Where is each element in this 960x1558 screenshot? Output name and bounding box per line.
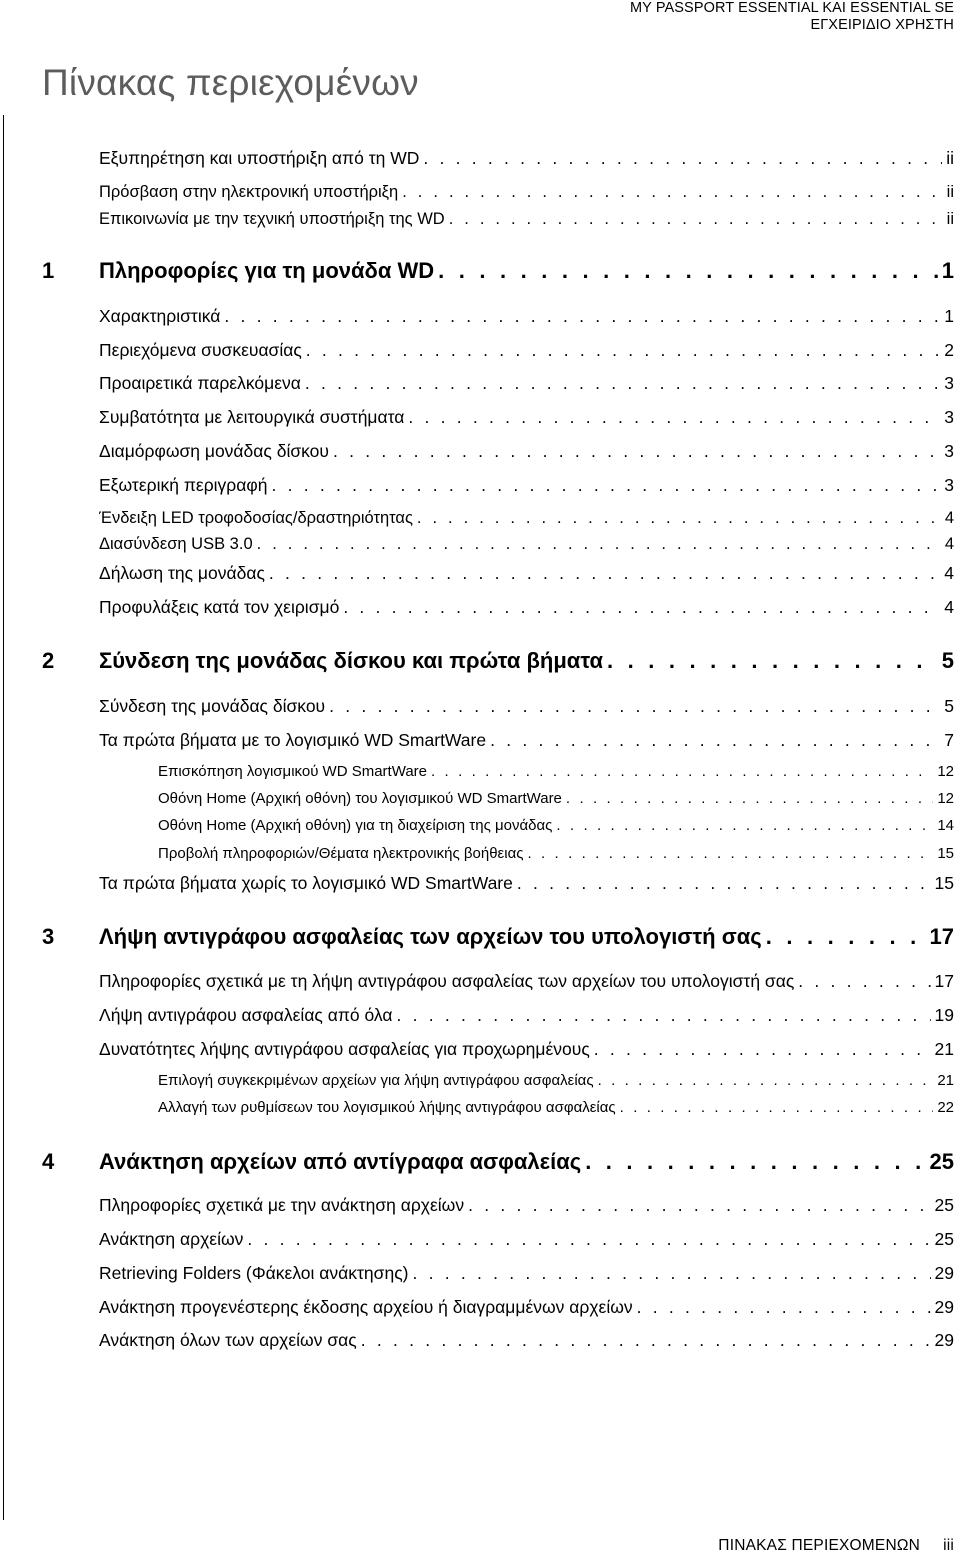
toc-subentry[interactable]: Διασύνδεση USB 3.0 . . . 4 <box>99 535 954 554</box>
toc-entry[interactable]: Ανάκτηση αρχείων . . . 25 <box>99 1229 954 1250</box>
toc-subentry[interactable]: Επισκόπηση λογισμικού WD SmartWare . . . 12 <box>158 763 954 780</box>
toc-chapter-3[interactable]: 3 Λήψη αντιγράφου ασφαλείας των αρχείων του υπολογιστή σας . . . 17 <box>99 924 954 950</box>
toc-entry[interactable]: Πληροφορίες σχετικά με τη λήψη αντιγράφου ασφαλείας των αρχείων του υπολογιστή σας . . . 17 <box>99 971 954 992</box>
toc-entry[interactable]: Λήψη αντιγράφου ασφαλείας από όλα . . . 19 <box>99 1005 954 1026</box>
toc-subentry[interactable]: Ένδειξη LED τροφοδοσίας/δραστηριότητας . . . 4 <box>99 509 954 528</box>
toc-entry[interactable]: Προαιρετικά παρελκόμενα . . . 3 <box>99 373 954 394</box>
toc-entry[interactable]: Ανάκτηση προγενέστερης έκδοσης αρχείου ή διαγραμμένων αρχείων . . . 29 <box>99 1297 954 1318</box>
toc-entry[interactable]: Συμβατότητα με λειτουργικά συστήματα . . . 3 <box>99 407 954 428</box>
toc-entry[interactable]: Εξωτερική περιγραφή . . . 3 <box>99 475 954 496</box>
toc-entry-online-support[interactable]: Πρόσβαση στην ηλεκτρονική υποστήριξη . . . ii <box>99 183 954 202</box>
toc-entry[interactable]: Διαμόρφωση μονάδας δίσκου . . . 3 <box>99 441 954 462</box>
footer-page-number: iii <box>943 1537 954 1554</box>
chapter-number: 3 <box>42 924 55 949</box>
toc-entry-contact-support[interactable]: Επικοινωνία με την τεχνική υποστήριξη της WD . . . ii <box>99 210 954 229</box>
toc-entry[interactable]: Σύνδεση της μονάδας δίσκου . . . 5 <box>99 696 954 717</box>
toc-chapter-1[interactable]: 1 Πληροφορίες για τη μονάδα WD . . . 1 <box>99 258 954 284</box>
toc-subentry[interactable]: Οθόνη Home (Αρχική οθόνη) για τη διαχείριση της μονάδας . . . 14 <box>158 817 954 834</box>
toc-entry[interactable]: Δήλωση της μονάδας . . . 4 <box>99 563 954 584</box>
toc-entry[interactable]: Ανάκτηση όλων των αρχείων σας . . . 29 <box>99 1330 954 1351</box>
toc-subentry[interactable]: Οθόνη Home (Αρχική οθόνη) του λογισμικού WD SmartWare . . . 12 <box>158 790 954 807</box>
chapter-number: 1 <box>42 258 55 283</box>
toc-subentry[interactable]: Προβολή πληροφοριών/Θέματα ηλεκτρονικής βοήθειας . . . 15 <box>158 845 954 862</box>
toc-entry[interactable]: Τα πρώτα βήματα με το λογισμικό WD SmartWare . . . 7 <box>99 730 954 751</box>
footer-section: ΠΙΝΑΚΑΣ ΠΕΡΙΕΧΟΜΕΝΩΝ <box>718 1537 921 1554</box>
header-doc-type: ΕΓΧΕΙΡΙΔΙΟ ΧΡΗΣΤΗ <box>810 17 954 33</box>
toc-subentry[interactable]: Επιλογή συγκεκριμένων αρχείων για λήψη αντιγράφου ασφαλείας . . . 21 <box>158 1072 954 1089</box>
toc-chapter-4[interactable]: 4 Ανάκτηση αρχείων από αντίγραφα ασφαλείας . . . 25 <box>99 1149 954 1175</box>
header-product: MY PASSPORT ESSENTIAL KAI ESSENTIAL SE <box>630 0 954 16</box>
toc-entry[interactable]: Retrieving Folders (Φάκελοι ανάκτησης) . . . 29 <box>99 1263 954 1284</box>
toc-entry[interactable]: Τα πρώτα βήματα χωρίς το λογισμικό WD SmartWare . . . 15 <box>99 873 954 894</box>
toc-subentry[interactable]: Αλλαγή των ρυθμίσεων του λογισμικού λήψης αντιγράφου ασφαλείας . . . 22 <box>158 1099 954 1116</box>
page-title: Πίνακας περιεχομένων <box>42 62 419 103</box>
chapter-number: 2 <box>42 648 55 673</box>
chapter-number: 4 <box>42 1149 55 1174</box>
toc-chapter-2[interactable]: 2 Σύνδεση της μονάδας δίσκου και πρώτα βήματα . . . 5 <box>99 648 954 674</box>
running-footer <box>718 1537 954 1555</box>
toc-entry-support[interactable]: Εξυπηρέτηση και υποστήριξη από τη WD . . . ii <box>99 148 954 169</box>
toc-entry[interactable]: Πληροφορίες σχετικά με την ανάκτηση αρχείων . . . 25 <box>99 1195 954 1216</box>
toc-entry[interactable]: Περιεχόμενα συσκευασίας . . . 2 <box>99 340 954 361</box>
toc-entry[interactable]: Χαρακτηριστικά . . . 1 <box>99 306 954 327</box>
toc-entry[interactable]: Δυνατότητες λήψης αντιγράφου ασφαλείας για προχωρημένους . . . 21 <box>99 1039 954 1060</box>
toc-entry[interactable]: Προφυλάξεις κατά τον χειρισμό . . . 4 <box>99 597 954 618</box>
